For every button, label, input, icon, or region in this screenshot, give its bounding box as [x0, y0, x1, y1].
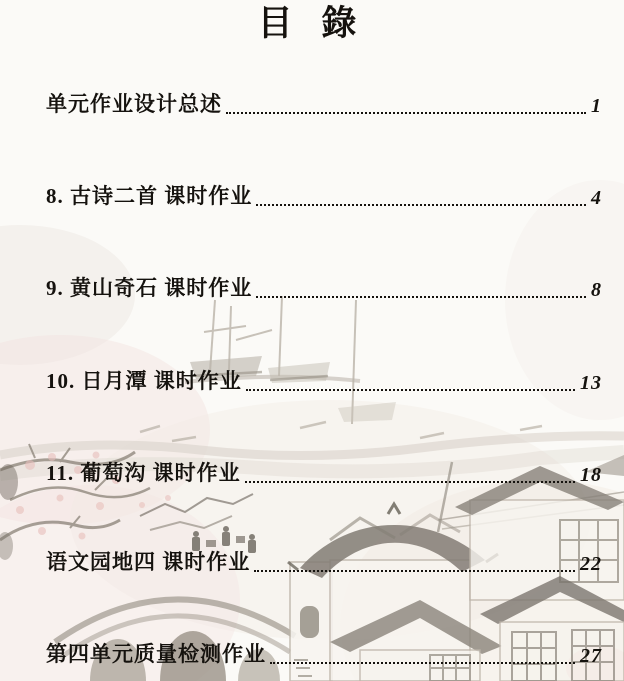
toc-entry-label: 语文园地四 课时作业 [46, 550, 251, 574]
toc-entry-lesson-10[interactable] [46, 365, 602, 395]
toc-entry-page: 8 [591, 279, 602, 301]
toc-entry-lesson-8[interactable] [46, 180, 602, 210]
toc-entry-page: 22 [580, 553, 602, 575]
toc-entry-unit-test[interactable] [46, 638, 602, 668]
toc-entry-label: 8. 古诗二首 课时作业 [46, 184, 253, 208]
dot-leader [226, 112, 586, 114]
toc-entry-page: 27 [580, 645, 602, 667]
toc-entry-lesson-9[interactable] [46, 272, 602, 302]
dot-leader [245, 481, 575, 483]
dot-leader [256, 296, 586, 298]
dot-leader [254, 570, 575, 572]
toc-entry-label: 9. 黄山奇石 课时作业 [46, 276, 253, 300]
toc-entry-page: 13 [580, 372, 602, 394]
toc-entry-lesson-11[interactable] [46, 457, 602, 487]
dot-leader [256, 204, 586, 206]
toc-entry-page: 4 [591, 187, 602, 209]
dot-leader [246, 389, 575, 391]
toc-entry-page: 1 [591, 95, 602, 117]
toc-entry-label: 单元作业设计总述 [46, 92, 222, 116]
toc-entry-label: 第四单元质量检测作业 [46, 642, 266, 666]
toc-entry-garden-four[interactable] [46, 546, 602, 576]
toc-entry-page: 18 [580, 464, 602, 486]
toc-entry-unit-overview[interactable] [46, 88, 602, 118]
toc-entry-label: 10. 日月潭 课时作业 [46, 369, 242, 393]
dot-leader [270, 662, 575, 664]
page-title: 目 錄 [257, 4, 367, 43]
toc-entry-label: 11. 葡萄沟 课时作业 [46, 461, 241, 485]
